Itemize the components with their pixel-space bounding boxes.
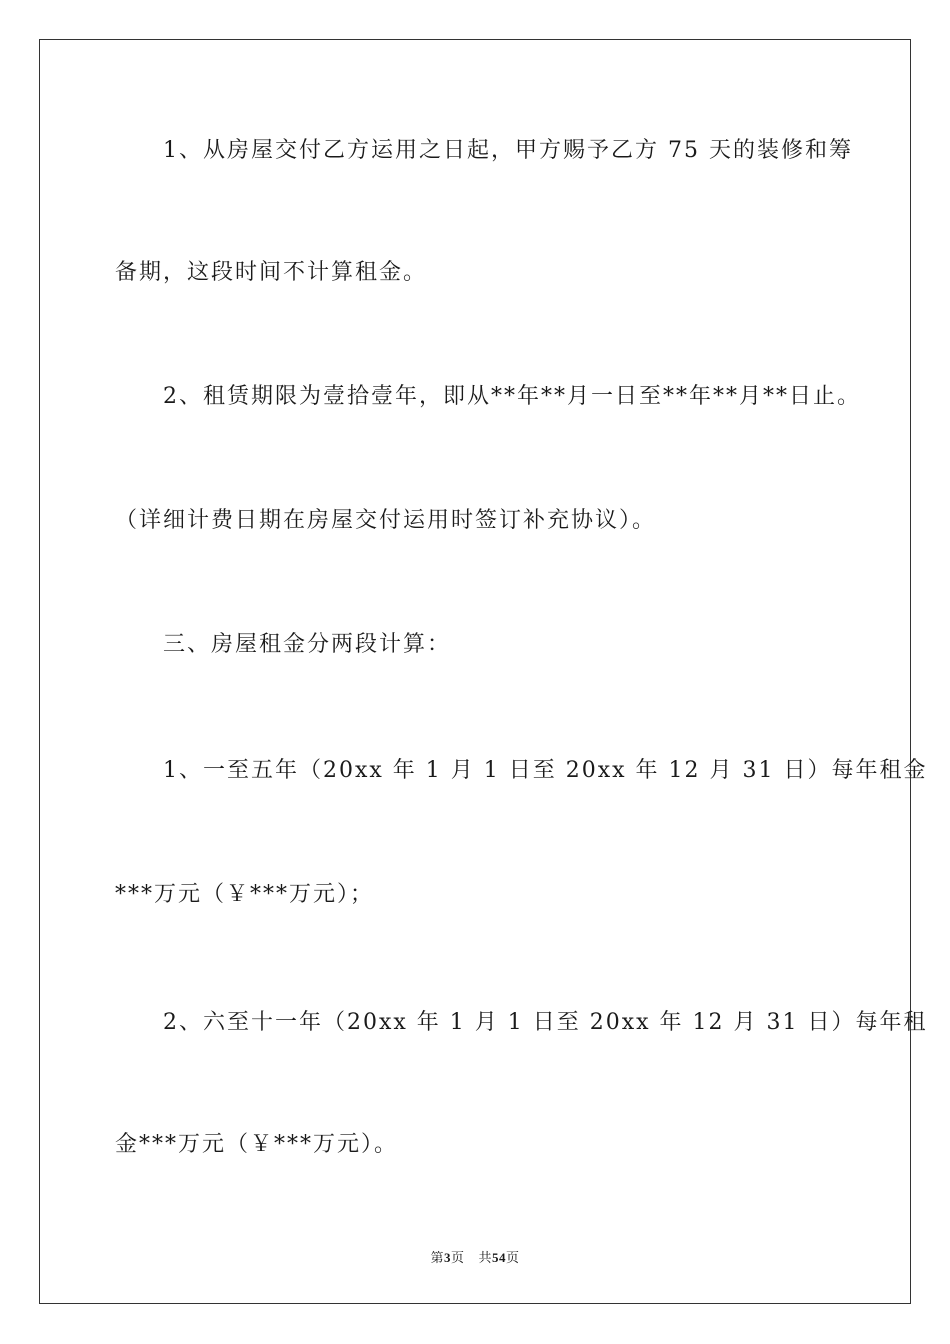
paragraph-line-6: 1、一至五年（20xx 年 1 月 1 日至 20xx 年 12 月 31 日）每年租金 (163, 758, 928, 783)
footer-page-number: 3 (443, 1250, 451, 1265)
footer-page-prefix: 第 (430, 1250, 444, 1265)
page-footer (0, 1247, 950, 1266)
paragraph-line-9: 金***万元（￥***万元）。 (115, 1132, 399, 1157)
footer-total-prefix: 共 (478, 1250, 493, 1265)
paragraph-line-1: 1、从房屋交付乙方运用之日起，甲方赐予乙方 75 天的装修和筹 (163, 138, 853, 163)
paragraph-line-3: 2、租赁期限为壹拾壹年，即从**年**月一日至**年**月**日止。 (163, 384, 861, 409)
page-border (39, 39, 928, 1304)
section-heading: 三、房屋租金分两段计算： (163, 632, 452, 657)
footer-page-suffix: 页 (450, 1250, 465, 1265)
paragraph-line-7: ***万元（￥***万元）； (115, 882, 375, 907)
footer-total-suffix: 页 (506, 1250, 520, 1265)
paragraph-line-8: 2、六至十一年（20xx 年 1 月 1 日至 20xx 年 12 月 31 日）每年租 (163, 1010, 928, 1035)
paragraph-line-2: 备期，这段时间不计算租金。 (115, 260, 428, 285)
paragraph-line-4: （详细计费日期在房屋交付运用时签订补充协议）。 (115, 508, 657, 533)
footer-total-pages: 54 (492, 1250, 507, 1265)
